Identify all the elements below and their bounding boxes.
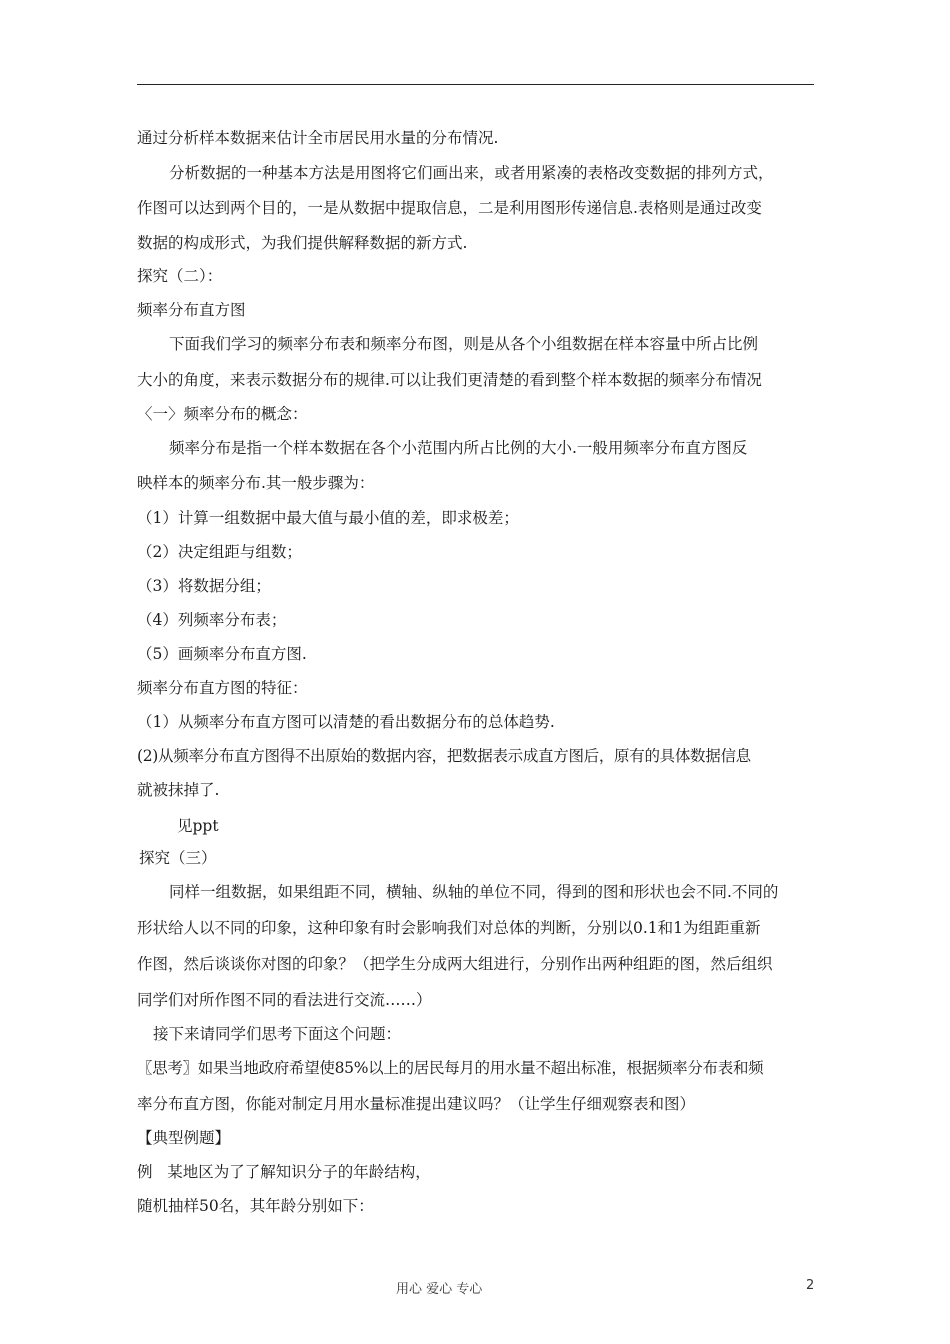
- subsection-heading: 〈一〉频率分布的概念：: [137, 405, 308, 423]
- section-heading: 频率分布直方图: [137, 301, 246, 319]
- step-item: （2）决定组距与组数；: [137, 543, 302, 561]
- text-line: 分析数据的一种基本方法是用图将它们画出来，或者用紧凑的表格改变数据的排列方式，: [169, 164, 774, 182]
- think-question: 〖思考〗如果当地政府希望使85%以上的居民每月的用水量不超出标准，根据频率分布表和频: [137, 1059, 764, 1077]
- section-heading: 【典型例题】: [137, 1129, 231, 1147]
- step-item: （4）列频率分布表；: [137, 611, 287, 629]
- text-line: 率分布直方图，你能对制定月用水量标准提出建议吗？（让学生仔细观察表和图）: [137, 1095, 696, 1113]
- text-line: 数据的构成形式，为我们提供解释数据的新方式.: [137, 234, 468, 252]
- text-line: 同学们对所作图不同的看法进行交流……）: [137, 991, 432, 1009]
- text-line: 映样本的频率分布.其一般步骤为：: [137, 474, 375, 492]
- feature-item: （1）从频率分布直方图可以清楚的看出数据分布的总体趋势.: [137, 713, 555, 731]
- subsection-heading: 频率分布直方图的特征：: [137, 679, 308, 697]
- text-line: 下面我们学习的频率分布表和频率分布图，则是从各个小组数据在样本容量中所占比例: [169, 335, 759, 353]
- example-line: 例 某地区为了了解知识分子的年龄结构，: [137, 1163, 431, 1181]
- section-heading: 探究（三）: [139, 849, 217, 867]
- text-line: 形状给人以不同的印象，这种印象有时会影响我们对总体的判断，分别以0.1和1为组距重新: [137, 919, 761, 937]
- text-line: 接下来请同学们思考下面这个问题：: [153, 1025, 402, 1043]
- text-line: 通过分析样本数据来估计全市居民用水量的分布情况.: [137, 129, 499, 147]
- step-item: （3）将数据分组；: [137, 577, 271, 595]
- header-rule: [137, 84, 814, 85]
- text-line: 作图可以达到两个目的，一是从数据中提取信息，二是利用图形传递信息.表格则是通过改变: [137, 199, 762, 217]
- text-line: 频率分布是指一个样本数据在各个小范围内所占比例的大小.一般用频率分布直方图反: [169, 439, 748, 457]
- text-line: 见ppt: [177, 817, 219, 835]
- text-line: 随机抽样50名，其年龄分别如下：: [137, 1197, 374, 1215]
- page-footer: 用心 爱心 专心: [396, 1282, 483, 1297]
- step-item: （5）画频率分布直方图.: [137, 645, 307, 663]
- feature-item: (2)从频率分布直方图得不出原始的数据内容，把数据表示成直方图后，原有的具体数据信息: [137, 747, 751, 765]
- text-line: 大小的角度，来表示数据分布的规律.可以让我们更清楚的看到整个样本数据的频率分布情况: [137, 371, 762, 389]
- step-item: （1）计算一组数据中最大值与最小值的差，即求极差；: [137, 509, 519, 527]
- text-line: 就被抹掉了.: [137, 781, 220, 799]
- text-line: 同样一组数据，如果组距不同，横轴、纵轴的单位不同，得到的图和形状也会不同.不同的: [169, 883, 779, 901]
- section-heading: 探究（二）：: [137, 267, 223, 285]
- text-line: 作图，然后谈谈你对图的印象？（把学生分成两大组进行，分别作出两种组距的图，然后组织: [137, 955, 773, 973]
- page-number: 2: [806, 1278, 815, 1293]
